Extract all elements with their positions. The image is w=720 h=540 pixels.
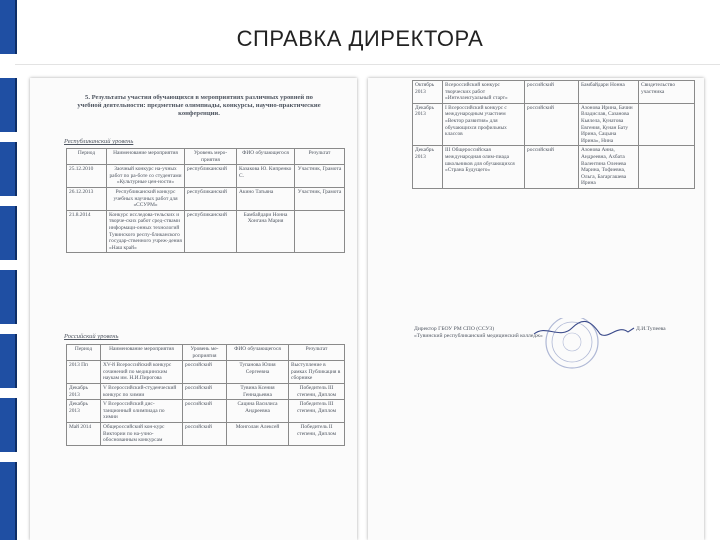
- table-cell: Победитель III степени, Диплом: [289, 383, 345, 399]
- page1-section-republican: Республиканский уровень: [64, 138, 134, 145]
- table-cell: Декабрь 2013: [413, 103, 443, 146]
- signature-position: Директор ГБОУ РМ СПО (ССУЗ): [414, 326, 495, 332]
- table-cell: республиканский: [185, 210, 237, 253]
- table-row: [413, 146, 695, 189]
- table-row: [413, 103, 695, 146]
- table-row: [67, 165, 345, 188]
- page1-section-russian: Российский уровень: [64, 333, 119, 340]
- table-header-row: [67, 149, 345, 165]
- table-cell: Свидетельство участника: [639, 81, 695, 104]
- page1-heading: 5. Результаты участия обучающихся в мероприятиях различных уровней по учебной деятельности: предметные олимпиады, конкурсы, научно-практические конференции.: [77, 94, 321, 118]
- left-accent-bar-2: [0, 78, 17, 132]
- left-accent-bar-7: [0, 398, 17, 452]
- table-cell: российский: [183, 422, 227, 445]
- table-cell: Победитель III степени, Диплом: [289, 400, 345, 423]
- table-cell: российский: [525, 81, 579, 104]
- table-cell: Конкурс исследова-тельских и творче-ских работ сред-ствами информаци-онных технологий Тувинского респу-бликанского государ-ственного учреж-дения «Наш край»: [107, 210, 185, 253]
- left-accent-bar-4: [0, 206, 17, 260]
- table-cell: Декабрь 2013: [67, 383, 101, 399]
- table-cell: республиканский: [185, 187, 237, 210]
- table-row: [67, 422, 345, 445]
- table-row: [67, 210, 345, 253]
- table-cell: российский: [525, 103, 579, 146]
- table-cell: российский: [183, 383, 227, 399]
- page2-table: [412, 80, 695, 189]
- table-cell: Заочный конкурс на-учных работ по ра-боте со студентами «Культурные цен-ности»: [107, 165, 185, 188]
- table-row: [67, 400, 345, 423]
- table-cell: Победитель II степени, Диплом: [289, 422, 345, 445]
- col-header: ФИО обучающегося: [237, 149, 295, 165]
- col-header: Результат: [289, 345, 345, 361]
- table-cell: российский: [183, 361, 227, 384]
- table-cell: Декабрь 2013: [413, 146, 443, 189]
- col-header: Наименование мероприятия: [107, 149, 185, 165]
- table-cell: 25.12.2010: [67, 165, 107, 188]
- table-cell: Общероссийский кон-курс Виктории по на-учно-обоснованным конкурсам: [101, 422, 183, 445]
- table-row: [67, 361, 345, 384]
- table-cell: Всероссийский конкурс творческих работ «Интеллектуальный старт»: [443, 81, 525, 104]
- table-cell: [295, 210, 345, 253]
- stamp-and-signature-graphic: [414, 318, 694, 378]
- handwritten-signature: [534, 321, 634, 335]
- table-cell: III Общероссийская международная олим-пиада школьников для обучающихся «Страна Будущего»: [443, 146, 525, 189]
- signature-block: [414, 318, 694, 378]
- table-cell: российский: [183, 400, 227, 423]
- col-header: Период: [67, 149, 107, 165]
- table-cell: Участник, Грамота: [295, 187, 345, 210]
- table-cell: Акино Татьяна: [237, 187, 295, 210]
- table-cell: 2013 Пп: [67, 361, 101, 384]
- left-accent-bar-5: [0, 270, 17, 324]
- table-cell: Тупанова Юлия Сергеевна: [227, 361, 289, 384]
- title-divider: [15, 64, 720, 65]
- page1-table-republican: [66, 148, 345, 253]
- col-header: Период: [67, 345, 101, 361]
- table-row: [413, 81, 695, 104]
- table-cell: Казакова Ю. Кипренко С.: [237, 165, 295, 188]
- table-cell: 26.12.2013: [67, 187, 107, 210]
- signature-name: Д.И.Тупеева: [636, 326, 666, 332]
- scanned-page-right: [368, 78, 704, 540]
- table-cell: Бамбайдари Нонна: [579, 81, 639, 104]
- table-cell: Сацина Василиса Андреевна: [227, 400, 289, 423]
- table-cell: Тувина Ксения Геннадьевна: [227, 383, 289, 399]
- table-cell: Бамбайдари Ноннa Хонгана Мария: [237, 210, 295, 253]
- page1-table-russian: [66, 344, 345, 446]
- table-cell: V Всероссийский дис-танционный олимпиада по химии: [101, 400, 183, 423]
- col-header: Уровень меро-приятия: [185, 149, 237, 165]
- table-cell: Декабрь 2013: [67, 400, 101, 423]
- table-cell: республиканский: [185, 165, 237, 188]
- col-header: Наименование мероприятия: [101, 345, 183, 361]
- table-row: [67, 187, 345, 210]
- col-header: ФИО обучающегося: [227, 345, 289, 361]
- left-accent-bar-8: [0, 462, 17, 540]
- round-stamp: [546, 318, 598, 368]
- table-cell: Монголан Алексей: [227, 422, 289, 445]
- scanned-page-left: [30, 78, 357, 540]
- table-cell: V Всероссийский-студенческий конкурс по химии: [101, 383, 183, 399]
- table-row: [67, 383, 345, 399]
- left-accent-bar-6: [0, 334, 17, 388]
- table-cell: 21.8.2014: [67, 210, 107, 253]
- col-header: Результат: [295, 149, 345, 165]
- table-cell: [639, 146, 695, 189]
- table-cell: Участник, Грамота: [295, 165, 345, 188]
- table-header-row: [67, 345, 345, 361]
- table-cell: [639, 103, 695, 146]
- slide-title: СПРАВКА ДИРЕКТОРА: [236, 26, 484, 51]
- col-header: Уровень ме-роприятия: [183, 345, 227, 361]
- left-accent-bar-3: [0, 142, 17, 196]
- table-cell: XV-й Всероссийский конкурс сочинений по медицинским наукам им. Н.И.Пирогова: [101, 361, 183, 384]
- table-cell: Азонова Анна, Андреевна, Ахбата Валентина Оленева Марина, Тофиевна, Ольга, Багаргашева Ирина: [579, 146, 639, 189]
- table-cell: Выступление в рамках Публикация в сборнике: [289, 361, 345, 384]
- table-cell: Республиканский конкурс учебных научных работ для «ССУРМ»: [107, 187, 185, 210]
- table-cell: российский: [525, 146, 579, 189]
- table-cell: Май 2014: [67, 422, 101, 445]
- table-cell: I Всероссийский конкурс с международным участием «Вектор развития» для обучающихся профильных классов: [443, 103, 525, 146]
- table-cell: Октябрь 2013: [413, 81, 443, 104]
- table-cell: Азонова Ирина, Бачин Владислав, Сазанова Кьялела, Кунатова Евгения, Кунан Бату Ирина, Сацына Ирина», Нина: [579, 103, 639, 146]
- signature-organization: «Тувинский республиканский медицинский колледж»: [414, 333, 543, 339]
